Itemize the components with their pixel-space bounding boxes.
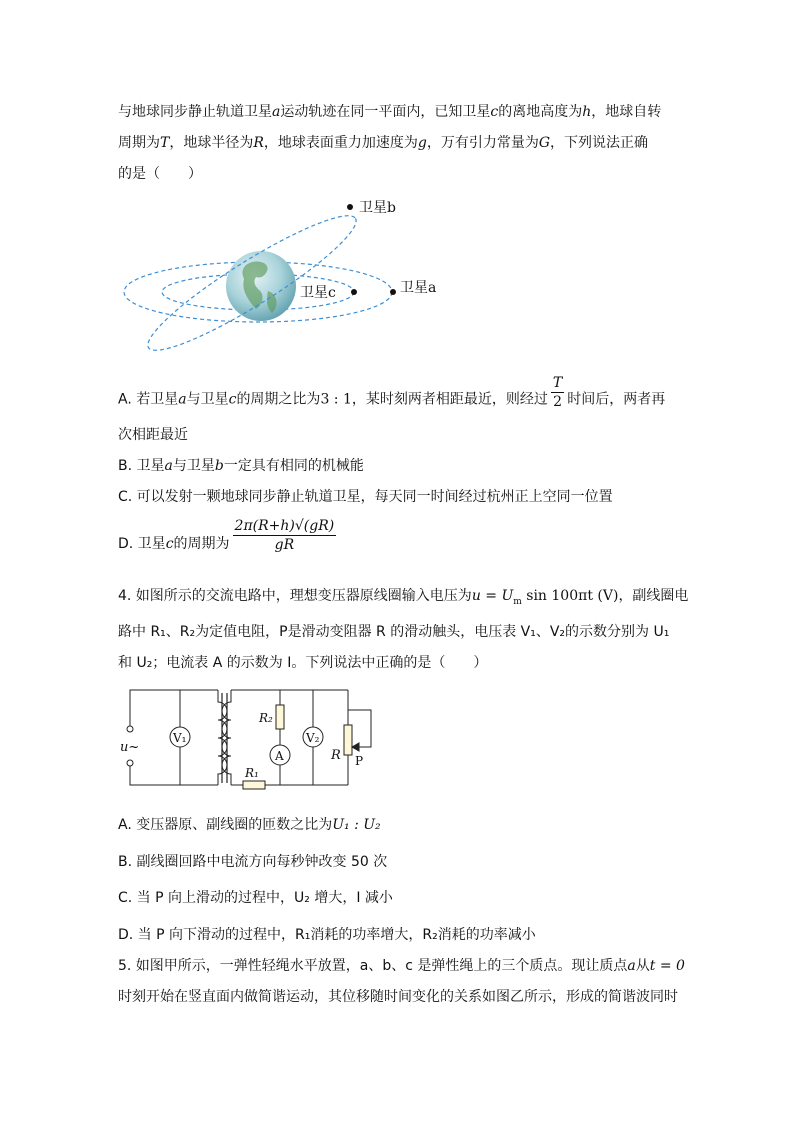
q4-stem-line3: 和 U₂；电流表 A 的示数为 I。下列说法中正确的是（ ） bbox=[118, 655, 488, 671]
slider-arrow bbox=[352, 743, 359, 751]
resistor-r1 bbox=[243, 781, 265, 789]
primary-top-wire bbox=[130, 690, 218, 726]
satellite-c-dot bbox=[351, 289, 357, 295]
q3-stem-line2 bbox=[118, 133, 648, 153]
q3-stem-line1 bbox=[118, 102, 661, 122]
text: 与地球同步静止轨道卫星 bbox=[118, 104, 272, 120]
voltmeter-v2-label: V₂ bbox=[306, 731, 320, 745]
q4-stem-line1 bbox=[118, 586, 688, 612]
satellite-b-dot bbox=[347, 204, 353, 210]
q3-stem-line3: 的是（ ） bbox=[118, 166, 202, 182]
q3-option-a bbox=[118, 375, 666, 411]
orbit-figure bbox=[118, 195, 458, 375]
text: 的周期之比为 bbox=[236, 391, 321, 408]
var-R: R bbox=[253, 135, 264, 151]
text: 周期为 bbox=[118, 135, 160, 151]
text: ，某时刻两者相距最近，则经过 bbox=[351, 391, 548, 408]
earth bbox=[226, 251, 296, 321]
text: 运动轨迹在同一平面内，已知卫星 bbox=[280, 104, 491, 120]
terminal-top bbox=[127, 726, 133, 732]
circuit-figure bbox=[118, 685, 388, 795]
period-fraction bbox=[233, 517, 337, 554]
text: ，万有引力常量为 bbox=[426, 135, 539, 151]
voltmeter-v1-label: V₁ bbox=[173, 731, 187, 745]
text: 从 bbox=[635, 958, 650, 974]
text: A. 变压器原、副线圈的匝数之比为 bbox=[118, 817, 333, 833]
text: 时间后，两者再 bbox=[567, 391, 666, 408]
text: 4. 如图所示的交流电路中，理想变压器原线圈输入电压为 bbox=[118, 588, 472, 604]
text: 一定具有相同的机械能 bbox=[223, 458, 364, 474]
text: ，地球表面重力加速度为 bbox=[263, 135, 418, 151]
text: 与卫星 bbox=[172, 458, 215, 474]
label-satellite-a: 卫星a bbox=[400, 280, 437, 296]
fraction-numerator: 2π(R+h)√(gR) bbox=[234, 517, 335, 534]
label-satellite-c: 卫星c bbox=[300, 285, 336, 301]
text: 的周期为 bbox=[173, 536, 230, 552]
label-satellite-b: 卫星b bbox=[359, 200, 396, 216]
satellite-a-dot bbox=[390, 289, 396, 295]
q4-option-a bbox=[118, 815, 381, 835]
slider-label: P bbox=[355, 754, 364, 768]
ammeter-label: A bbox=[275, 749, 284, 763]
fraction-denominator: 2 bbox=[553, 394, 562, 410]
voltage-formula: u = U bbox=[471, 588, 514, 604]
q3-option-c: C. 可以发射一颗地球同步静止轨道卫星，每天同一时间经过杭州正上空同一位置 bbox=[118, 489, 613, 505]
resistor-r2-label: R₂ bbox=[259, 711, 273, 725]
text: B. 卫星 bbox=[118, 458, 165, 474]
input-voltage-label: u~ bbox=[120, 740, 140, 755]
var-c: c bbox=[490, 104, 499, 120]
var-a: a bbox=[627, 958, 636, 974]
text: ，副线圈电 bbox=[618, 588, 689, 604]
var-T: T bbox=[160, 135, 170, 151]
q3-option-b bbox=[118, 456, 364, 476]
subscript-m: m bbox=[513, 596, 522, 607]
fraction-denominator: gR bbox=[274, 536, 295, 553]
resistor-r1-label: R₁ bbox=[245, 766, 259, 780]
text: A. 若卫星 bbox=[118, 391, 179, 408]
fraction-numerator: T bbox=[552, 375, 563, 391]
text: D. 卫星 bbox=[118, 536, 166, 552]
resistor-r2 bbox=[276, 705, 284, 729]
text: ，地球自转 bbox=[591, 104, 662, 120]
voltage-formula-rest: sin 100πt (V) bbox=[521, 588, 619, 604]
ratio-u1-u2: U₁ : U₂ bbox=[332, 817, 381, 833]
rheostat-label: R bbox=[331, 748, 341, 763]
q4-option-b: B. 副线圈回路中电流方向每秒钟改变 50 次 bbox=[118, 854, 388, 870]
fraction-T-over-2 bbox=[551, 374, 564, 411]
q4-option-d: D. 当 P 向下滑动的过程中，R₁消耗的功率增大，R₂消耗的功率减小 bbox=[118, 927, 536, 943]
var-b: b bbox=[214, 458, 224, 474]
text: 5. 如图甲所示，一弹性轻绳水平放置，a、b、c 是弹性绳上的三个质点。现让质点 bbox=[118, 958, 628, 974]
terminal-bottom bbox=[127, 760, 133, 766]
q3-option-a-line2: 次相距最近 bbox=[118, 427, 188, 443]
ratio: 3 : 1 bbox=[320, 391, 352, 408]
q5-stem-line2: 时刻开始在竖直面内做简谐运动，其位移随时间变化的关系如图乙所示，形成的简谐波同时 bbox=[118, 989, 678, 1005]
text: ，地球半径为 bbox=[169, 135, 254, 151]
var-a: a bbox=[164, 458, 173, 474]
text: 与卫星 bbox=[186, 391, 229, 408]
text: ，下列说法正确 bbox=[550, 135, 649, 151]
q4-option-c: C. 当 P 向上滑动的过程中，U₂ 增大，I 减小 bbox=[118, 890, 393, 906]
var-c: c bbox=[228, 391, 237, 408]
q5-stem-line1 bbox=[118, 956, 685, 976]
var-h: h bbox=[582, 104, 592, 120]
primary-bottom-wire bbox=[130, 766, 218, 785]
q4-stem-line2: 路中 R₁、R₂为定值电阻，P是滑动变阻器 R 的滑动触头，电压表 V₁、V₂的示数分别为 U₁ bbox=[118, 624, 670, 640]
text: 的离地高度为 bbox=[498, 104, 583, 120]
rheostat-r bbox=[344, 725, 352, 755]
var-a: a bbox=[178, 391, 187, 408]
var-g: g bbox=[417, 135, 427, 151]
var-c: c bbox=[165, 536, 174, 552]
var-a: a bbox=[272, 104, 281, 120]
var-G: G bbox=[538, 135, 551, 151]
time-zero: t = 0 bbox=[649, 958, 685, 974]
